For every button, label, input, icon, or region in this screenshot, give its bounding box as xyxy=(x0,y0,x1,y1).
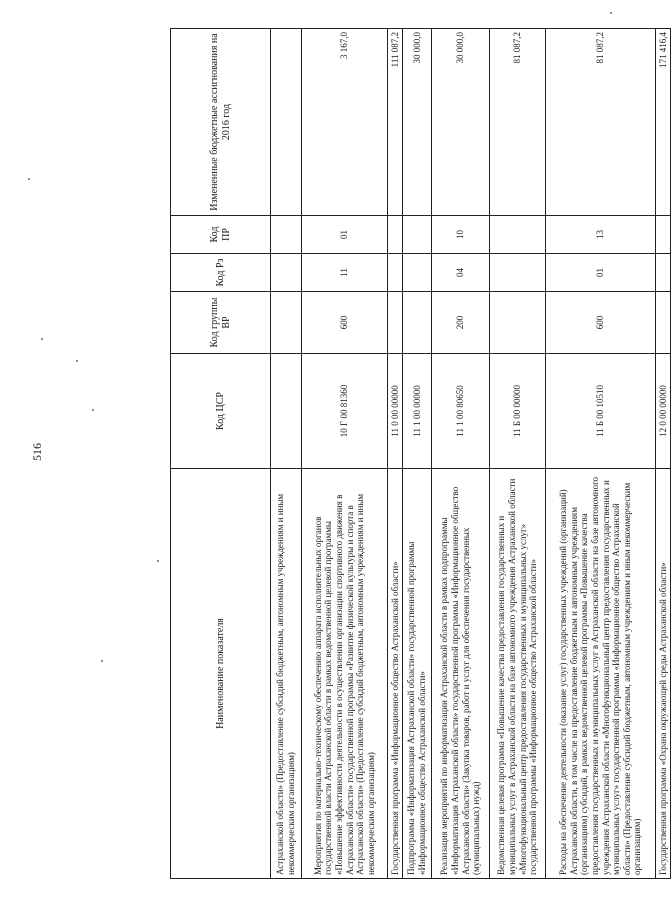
row-amount: 81 087,2 xyxy=(546,29,656,216)
table-row xyxy=(302,29,388,879)
header-rz: Код Рз xyxy=(171,254,271,292)
row-pr xyxy=(271,216,302,254)
row-vr: 600 xyxy=(302,292,388,354)
budget-table xyxy=(170,28,671,879)
row-vr xyxy=(271,292,302,354)
row-csr xyxy=(271,354,302,469)
scan-speck xyxy=(28,178,30,180)
row-csr: 12 0 00 00000 xyxy=(656,354,671,469)
row-vr xyxy=(656,292,671,354)
scan-speck xyxy=(41,338,43,340)
row-csr: 11 Б 00 00000 xyxy=(490,354,546,469)
row-pr xyxy=(388,216,403,254)
row-name: Астраханской области» (Предоставление субсидий бюджетным, автономным учреждениям и иным некоммерческим организациям) xyxy=(271,469,302,879)
table-header-row xyxy=(171,29,271,879)
row-name: Ведомственная целевая программа «Повышение качества предоставления государственных и муниципальных услуг в Астраханской области на базе автономного учреждения Астраханской области «Многофункциональный центр предоставления государственных и муниципальных услуг» государственной программы «Информационное общество Астраханской области» xyxy=(490,469,546,879)
table-row xyxy=(490,29,546,879)
row-rz xyxy=(271,254,302,292)
header-pr: Код ПР xyxy=(171,216,271,254)
row-amount xyxy=(271,29,302,216)
table-row xyxy=(432,29,490,879)
row-amount: 81 087,2 xyxy=(490,29,546,216)
row-vr xyxy=(490,292,546,354)
table-row xyxy=(271,29,302,879)
row-pr: 10 xyxy=(432,216,490,254)
row-pr xyxy=(656,216,671,254)
row-name: Реализация мероприятий по информатизации Астраханской области в рамках подпрограммы «Информатизация Астраханской области» государственной программы «Информационное общество Астраханской области» (Закупка товаров, работ и услуг для обеспечения государственных (муниципальных) нужд) xyxy=(432,469,490,879)
row-rz: 04 xyxy=(432,254,490,292)
row-rz: 11 xyxy=(302,254,388,292)
row-vr: 200 xyxy=(432,292,490,354)
scan-speck xyxy=(92,409,94,411)
header-csr: Код ЦСР xyxy=(171,354,271,469)
row-name: Расходы на обеспечение деятельности (оказание услуг) государственных учреждений (организаций) Астраханской области, в том числе на предоставление бюджетным и автономным учреждениям (организациям) субсидий, в рамках ведомственной целевой программы «Повышение качества предоставления государственных и муниципальных услуг в Астраханской области на базе автономного учреждения Астраханской области «Многофункциональный центр предоставления государственных и муниципальных услуг» государственной программы «Информационное общество Астраханской области» (Предоставление субсидий бюджетным, автономным учреждениям и иным некоммерческим организациям) xyxy=(546,469,656,879)
row-vr: 600 xyxy=(546,292,656,354)
row-name: Мероприятия по материально-техническому обеспечению аппарата исполнительных органов государственной власти Астраханской области в рамках ведомственной целевой программы «Повышение эффективности деятельности в осуществлении организации спортивного движения в Астраханской области» государственной программы «Развитие физической культуры и спорта в Астраханской области» (Предоставление субсидий бюджетным, автономным учреждениям и иным некоммерческим организациям) xyxy=(302,469,388,879)
table-row xyxy=(388,29,403,879)
row-pr xyxy=(490,216,546,254)
row-pr: 13 xyxy=(546,216,656,254)
row-pr xyxy=(403,216,432,254)
header-amount: Измененные бюджетные ассигнования на 2016 год xyxy=(171,29,271,216)
table-row xyxy=(656,29,671,879)
row-csr: 11 Б 00 10510 xyxy=(546,354,656,469)
row-pr: 01 xyxy=(302,216,388,254)
page-number: 516 xyxy=(30,443,44,461)
row-rz xyxy=(490,254,546,292)
table-row xyxy=(546,29,656,879)
row-name: Государственная программа «Охрана окружающей среды Астраханской области» xyxy=(656,469,671,879)
row-rz: 01 xyxy=(546,254,656,292)
row-rz xyxy=(656,254,671,292)
row-vr xyxy=(403,292,432,354)
budget-table-container xyxy=(170,29,668,879)
row-amount: 3 167,0 xyxy=(302,29,388,216)
row-csr: 11 1 00 80650 xyxy=(432,354,490,469)
row-rz xyxy=(403,254,432,292)
row-csr: 10 Г 00 81360 xyxy=(302,354,388,469)
row-csr: 11 0 00 00000 xyxy=(388,354,403,469)
scan-speck xyxy=(101,660,103,662)
row-amount: 111 087,2 xyxy=(388,29,403,216)
row-amount: 171 416,4 xyxy=(656,29,671,216)
header-name: Наименование показателя xyxy=(171,469,271,879)
scan-speck xyxy=(76,360,78,362)
row-amount: 30 000,0 xyxy=(403,29,432,216)
row-amount: 30 000,0 xyxy=(432,29,490,216)
table-row xyxy=(403,29,432,879)
row-csr: 11 1 00 00000 xyxy=(403,354,432,469)
row-name: Государственная программа «Информационное общество Астраханской области» xyxy=(388,469,403,879)
scan-speck xyxy=(157,560,159,562)
scan-speck xyxy=(610,12,612,14)
row-rz xyxy=(388,254,403,292)
header-vr: Код группы ВР xyxy=(171,292,271,354)
row-name: Подпрограмма «Информатизация Астраханской области» государственной программы «Информационное общество Астраханской области» xyxy=(403,469,432,879)
row-vr xyxy=(388,292,403,354)
